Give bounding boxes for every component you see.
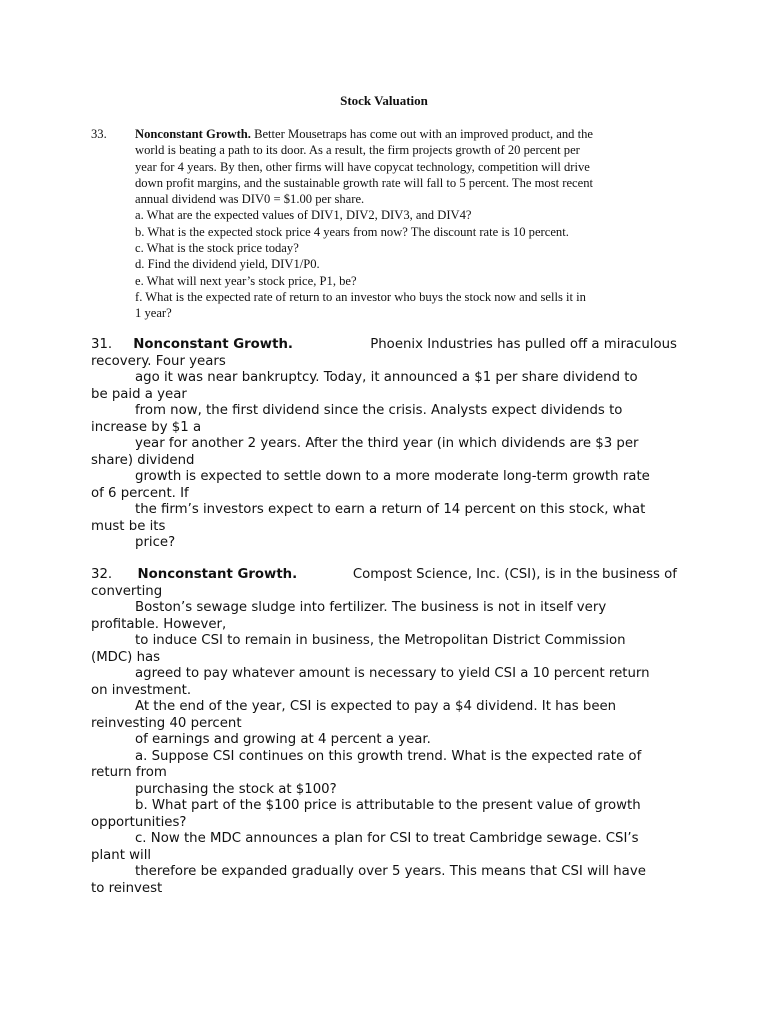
problem-first-line [91, 567, 677, 584]
problem-line [91, 782, 677, 799]
problem-number: 31. [91, 337, 113, 352]
problem-first-line [91, 126, 651, 142]
problem-line: d. Find the dividend yield, DIV1/P0. [135, 257, 320, 272]
problem-line-wrap: be paid a year [91, 386, 187, 402]
problem-line [91, 732, 677, 749]
problem-line-wrap: opportunities? [91, 814, 187, 830]
problem-line [91, 831, 677, 848]
problem-line: f. What is the expected rate of return to an investor who buys the stock now and sells it in [135, 289, 586, 304]
problem-line-wrap: must be its [91, 518, 166, 534]
problem-line [91, 436, 677, 453]
problem-line-wrap: on investment. [91, 682, 192, 698]
problem-line: b. What is the expected stock price 4 years from now? The discount rate is 10 percent. [135, 224, 569, 239]
problem-line-wrap: to reinvest [91, 880, 163, 896]
problem-line-text: a. Suppose CSI continues on this growth trend. What is the expected rate of [135, 748, 642, 764]
problem-line-text: purchasing the stock at $100? [135, 781, 337, 797]
problem-line [91, 699, 677, 716]
problem-line-wrap: of 6 percent. If [91, 485, 189, 501]
problem-line [91, 469, 677, 486]
problem-line-wrap: increase by $1 a [91, 419, 202, 435]
problem-text: Compost Science, Inc. (CSI), is in the business of [352, 567, 677, 582]
page-title: Stock Valuation [340, 93, 428, 108]
problem-line-text: therefore be expanded gradually over 5 years. This means that CSI will have [135, 864, 646, 879]
problem-number: 32. [91, 567, 113, 582]
problem-line: year for 4 years. By then, other firms will have copycat technology, competition will drive [135, 159, 590, 174]
problem-line: down profit margins, and the sustainable growth rate will fall to 5 percent. The most recent [135, 175, 594, 190]
problem-line-text: to induce CSI to remain in business, the Metropolitan District Commission [135, 633, 626, 648]
problem-line: a. What are the expected values of DIV1, DIV2, DIV3, and DIV4? [135, 208, 472, 223]
problem-33 [91, 126, 651, 322]
problem-text: Phoenix Industries has pulled off a miraculous [370, 337, 677, 352]
problem-line-text: converting [91, 583, 163, 599]
problem-line-text: price? [135, 535, 176, 550]
problem-line-wrap: (MDC) has [91, 649, 161, 665]
problem-line [91, 403, 677, 420]
problem-line-wrap: return from [91, 765, 167, 780]
problem-line-wrap: share) dividend [91, 452, 195, 468]
problem-line-text: from now, the first dividend since the crisis. Analysts expect dividends to [135, 403, 623, 418]
problem-line-text: At the end of the year, CSI is expected to pay a $4 dividend. It has been [135, 699, 617, 714]
problem-line: 1 year? [135, 306, 172, 321]
problem-line-wrap: plant will [91, 847, 152, 863]
problem-heading: Nonconstant Growth. [135, 127, 251, 141]
problem-line [91, 502, 677, 519]
problem-line-wrap: profitable. However, [91, 616, 227, 632]
problem-text: Better Mousetraps has come out with an improved product, and the [250, 127, 593, 141]
problem-line [91, 584, 677, 601]
problem-heading: Nonconstant Growth. [133, 337, 293, 352]
problem-line [91, 666, 677, 683]
problem-line-text: Boston’s sewage sludge into fertilizer. The business is not in itself very [135, 600, 607, 615]
problem-first-line [91, 337, 677, 354]
problem-line [91, 798, 677, 815]
problem-line: annual dividend was DIV0 = $1.00 per share. [135, 192, 365, 207]
problem-line-text: growth is expected to settle down to a more moderate long-term growth rate [135, 469, 650, 484]
problem-line-wrap: reinvesting 40 percent [91, 715, 242, 731]
problem-heading: Nonconstant Growth. [137, 567, 298, 582]
problem-line [91, 535, 677, 552]
problem-line [91, 864, 677, 881]
problem-line [91, 600, 677, 617]
problem-line-text: agreed to pay whatever amount is necessary to yield CSI a 10 percent return [135, 666, 650, 681]
problem-line: world is beating a path to its door. As a result, the firm projects growth of 20 percent per [135, 143, 580, 158]
problem-line: e. What will next year’s stock price, P1, be? [135, 273, 357, 288]
problem-line-text: of earnings and growing at 4 percent a year. [135, 732, 431, 747]
problem-line [91, 370, 677, 387]
problem-line-text: b. What part of the $100 price is attributable to the present value of growth [135, 798, 641, 813]
problem-line [91, 633, 677, 650]
problem-32 [91, 567, 677, 897]
problem-31 [91, 337, 677, 552]
problem-line-text: year for another 2 years. After the third year (in which dividends are $3 per [135, 436, 639, 451]
problem-line [91, 354, 677, 371]
problem-line: c. What is the stock price today? [135, 241, 299, 256]
problem-line-text: the firm’s investors expect to earn a return of 14 percent on this stock, what [135, 502, 646, 517]
problem-line [91, 749, 677, 766]
problem-line-text: c. Now the MDC announces a plan for CSI to treat Cambridge sewage. CSI’s [135, 831, 639, 846]
problem-line-text: ago it was near bankruptcy. Today, it announced a $1 per share dividend to [135, 370, 638, 385]
problem-line-text: recovery. Four years [91, 353, 226, 369]
problem-number: 33. [91, 127, 107, 141]
